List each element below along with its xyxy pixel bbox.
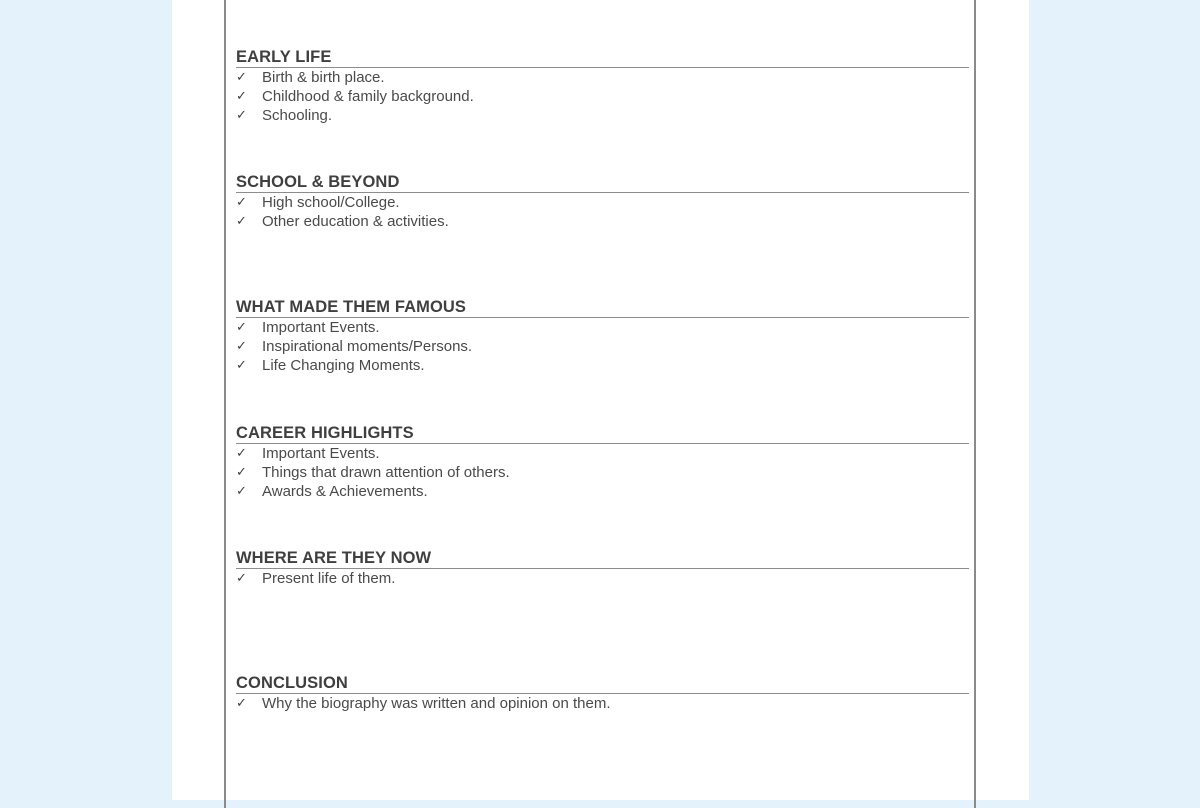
list-item <box>236 212 969 231</box>
checklist <box>236 193 969 231</box>
check-icon: ✓ <box>236 465 247 480</box>
list-item <box>236 87 969 106</box>
check-icon: ✓ <box>236 214 247 229</box>
checklist <box>236 694 969 713</box>
check-icon: ✓ <box>236 70 247 85</box>
section-heading: CONCLUSION <box>236 673 969 694</box>
check-icon: ✓ <box>236 446 247 461</box>
list-item <box>236 694 969 713</box>
check-icon: ✓ <box>236 358 247 373</box>
list-item <box>236 482 969 501</box>
list-item-text: Things that drawn attention of others. <box>262 464 510 481</box>
list-item-text: Birth & birth place. <box>262 69 385 86</box>
list-item <box>236 106 969 125</box>
list-item <box>236 444 969 463</box>
check-icon: ✓ <box>236 195 247 210</box>
section-heading: CAREER HIGHLIGHTS <box>236 423 969 444</box>
checklist <box>236 68 969 125</box>
list-item-text: Childhood & family background. <box>262 88 474 105</box>
section-early-life <box>236 47 969 125</box>
list-item-text: Inspirational moments/Persons. <box>262 338 473 355</box>
section-heading: EARLY LIFE <box>236 47 969 68</box>
section-what-made-them-famous <box>236 297 969 375</box>
list-item-text: Present life of them. <box>262 570 396 587</box>
list-item <box>236 569 969 588</box>
list-item-text: Awards & Achievements. <box>262 483 428 500</box>
section-heading: WHAT MADE THEM FAMOUS <box>236 297 969 318</box>
list-item-text: Other education & activities. <box>262 213 449 230</box>
list-item-text: Life Changing Moments. <box>262 357 425 374</box>
list-item <box>236 463 969 482</box>
section-conclusion <box>236 673 969 713</box>
list-item-text: Why the biography was written and opinion on them. <box>262 695 611 712</box>
section-heading: WHERE ARE THEY NOW <box>236 548 969 569</box>
section-heading: SCHOOL & BEYOND <box>236 172 969 193</box>
checklist <box>236 569 969 588</box>
check-icon: ✓ <box>236 339 247 354</box>
list-item <box>236 68 969 87</box>
check-icon: ✓ <box>236 108 247 123</box>
list-item-text: High school/College. <box>262 194 400 211</box>
list-item <box>236 337 969 356</box>
section-where-are-they-now <box>236 548 969 588</box>
document-sheet <box>172 0 1029 800</box>
check-icon: ✓ <box>236 320 247 335</box>
list-item <box>236 193 969 212</box>
check-icon: ✓ <box>236 571 247 586</box>
check-icon: ✓ <box>236 696 247 711</box>
check-icon: ✓ <box>236 484 247 499</box>
section-career-highlights <box>236 423 969 501</box>
list-item-text: Important Events. <box>262 445 380 462</box>
list-item <box>236 356 969 375</box>
list-item-text: Schooling. <box>262 107 333 124</box>
checklist <box>236 444 969 501</box>
section-school-beyond <box>236 172 969 231</box>
list-item <box>236 318 969 337</box>
checklist <box>236 318 969 375</box>
list-item-text: Important Events. <box>262 319 380 336</box>
check-icon: ✓ <box>236 89 247 104</box>
